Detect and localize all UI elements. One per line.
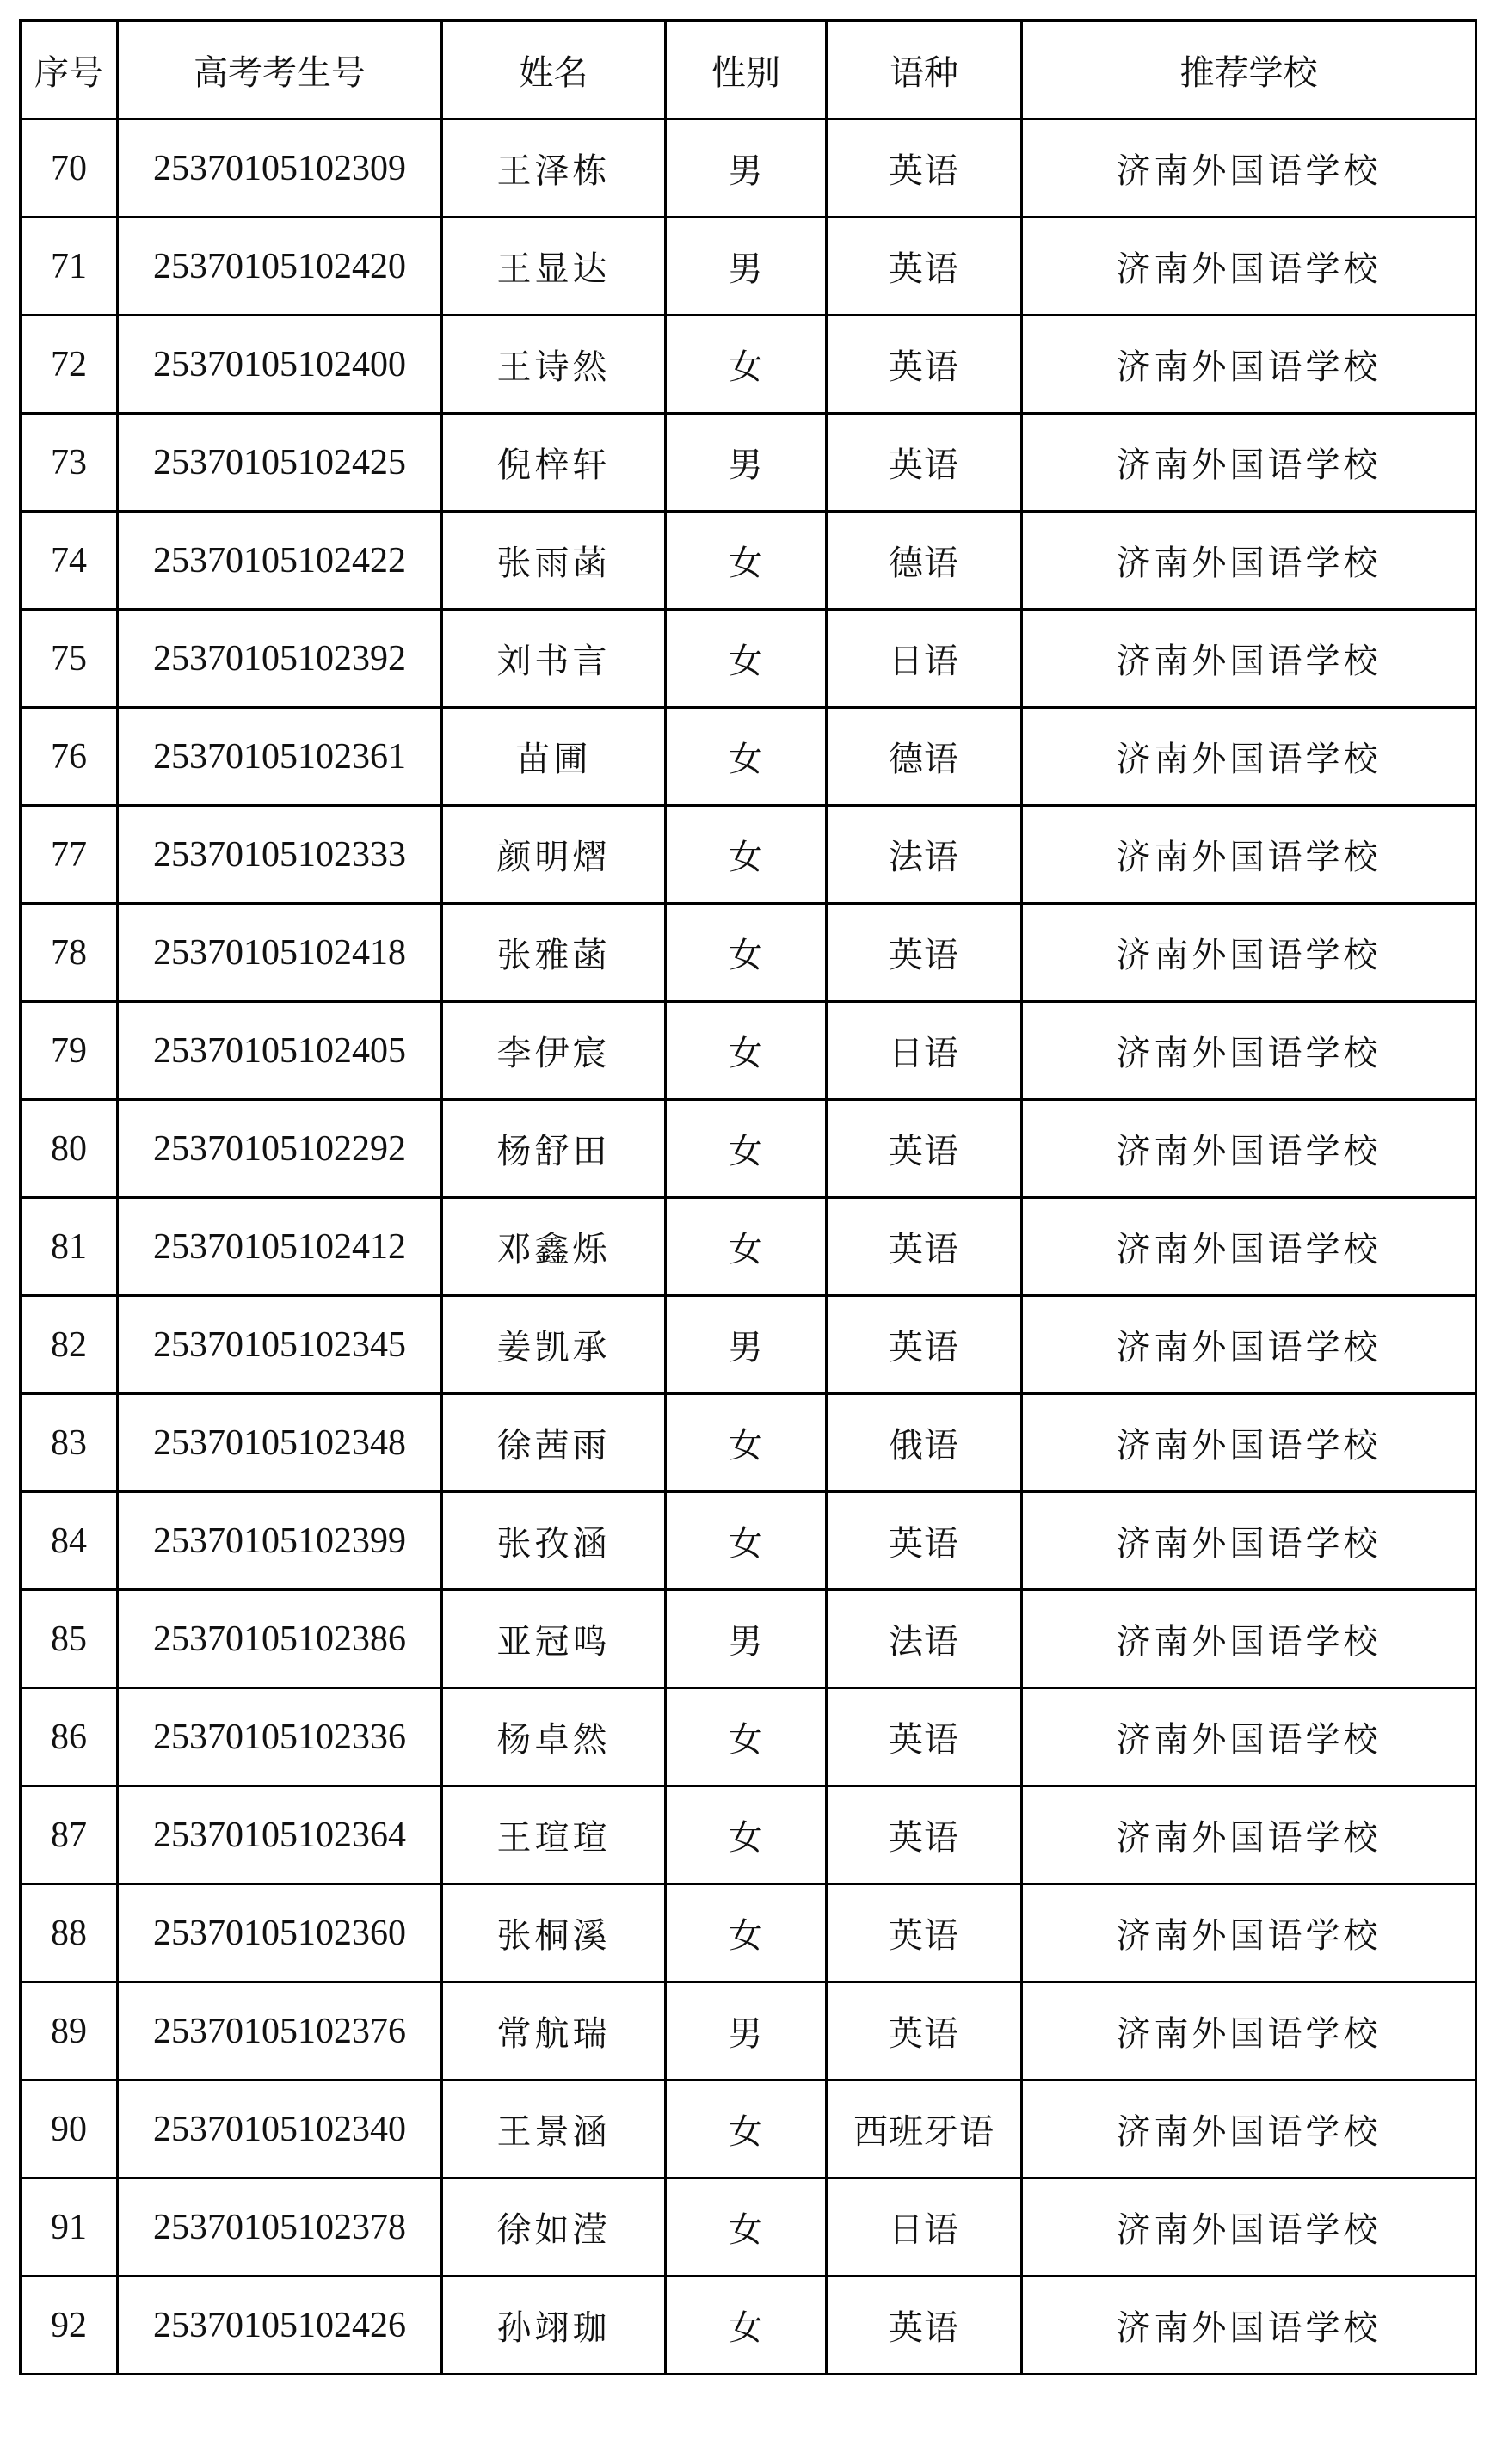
header-row [21, 21, 1476, 120]
cell-language: 英语 [827, 1198, 1022, 1296]
cell-name: 杨舒田 [442, 1100, 666, 1198]
table-row [21, 708, 1476, 806]
cell-name: 颜明熠 [442, 806, 666, 904]
cell-name: 张桐溪 [442, 1884, 666, 1982]
table-row [21, 904, 1476, 1002]
roster-sheet [19, 19, 1475, 2375]
table-row [21, 218, 1476, 316]
cell-seq: 83 [21, 1394, 118, 1492]
cell-exam-id: 25370105102426 [118, 2277, 442, 2375]
table-row [21, 1296, 1476, 1394]
cell-seq: 76 [21, 708, 118, 806]
cell-school: 济南外国语学校 [1022, 512, 1476, 610]
cell-name: 常航瑞 [442, 1982, 666, 2080]
cell-school: 济南外国语学校 [1022, 610, 1476, 708]
cell-school: 济南外国语学校 [1022, 904, 1476, 1002]
cell-name: 徐茜雨 [442, 1394, 666, 1492]
table-row [21, 1492, 1476, 1590]
table-row [21, 1982, 1476, 2080]
cell-gender: 女 [666, 316, 827, 414]
cell-exam-id: 25370105102400 [118, 316, 442, 414]
cell-language: 英语 [827, 218, 1022, 316]
cell-seq: 80 [21, 1100, 118, 1198]
cell-school: 济南外国语学校 [1022, 1786, 1476, 1884]
cell-seq: 84 [21, 1492, 118, 1590]
cell-language: 英语 [827, 1688, 1022, 1786]
cell-exam-id: 25370105102361 [118, 708, 442, 806]
cell-name: 张雨菡 [442, 512, 666, 610]
cell-exam-id: 25370105102420 [118, 218, 442, 316]
cell-gender: 女 [666, 1002, 827, 1100]
cell-exam-id: 25370105102399 [118, 1492, 442, 1590]
cell-language: 法语 [827, 1590, 1022, 1688]
cell-gender: 男 [666, 120, 827, 218]
cell-school: 济南外国语学校 [1022, 2080, 1476, 2178]
cell-language: 英语 [827, 120, 1022, 218]
header-language: 语种 [827, 21, 1022, 120]
cell-gender: 男 [666, 218, 827, 316]
table-body [21, 120, 1476, 2375]
cell-name: 张孜涵 [442, 1492, 666, 1590]
cell-language: 俄语 [827, 1394, 1022, 1492]
header-seq: 序号 [21, 21, 118, 120]
cell-gender: 女 [666, 806, 827, 904]
cell-language: 英语 [827, 2277, 1022, 2375]
cell-school: 济南外国语学校 [1022, 316, 1476, 414]
cell-school: 济南外国语学校 [1022, 1884, 1476, 1982]
table-row [21, 1590, 1476, 1688]
cell-seq: 81 [21, 1198, 118, 1296]
cell-seq: 70 [21, 120, 118, 218]
cell-gender: 女 [666, 708, 827, 806]
cell-name: 亚冠鸣 [442, 1590, 666, 1688]
table-row [21, 1688, 1476, 1786]
cell-seq: 87 [21, 1786, 118, 1884]
cell-language: 英语 [827, 1296, 1022, 1394]
cell-school: 济南外国语学校 [1022, 2277, 1476, 2375]
cell-name: 姜凯承 [442, 1296, 666, 1394]
cell-seq: 90 [21, 2080, 118, 2178]
cell-language: 英语 [827, 1884, 1022, 1982]
recommendation-table [19, 19, 1477, 2375]
cell-name: 王泽栋 [442, 120, 666, 218]
cell-gender: 女 [666, 1884, 827, 1982]
cell-seq: 72 [21, 316, 118, 414]
cell-gender: 男 [666, 1296, 827, 1394]
table-header [21, 21, 1476, 120]
cell-name: 孙翊珈 [442, 2277, 666, 2375]
cell-exam-id: 25370105102378 [118, 2178, 442, 2277]
cell-gender: 女 [666, 2277, 827, 2375]
table-row [21, 316, 1476, 414]
cell-language: 德语 [827, 512, 1022, 610]
cell-exam-id: 25370105102425 [118, 414, 442, 512]
cell-school: 济南外国语学校 [1022, 1492, 1476, 1590]
cell-language: 日语 [827, 610, 1022, 708]
table-row [21, 414, 1476, 512]
cell-school: 济南外国语学校 [1022, 2178, 1476, 2277]
cell-gender: 男 [666, 1982, 827, 2080]
cell-seq: 78 [21, 904, 118, 1002]
cell-gender: 男 [666, 414, 827, 512]
cell-exam-id: 25370105102392 [118, 610, 442, 708]
table-row [21, 1394, 1476, 1492]
cell-exam-id: 25370105102348 [118, 1394, 442, 1492]
cell-language: 西班牙语 [827, 2080, 1022, 2178]
cell-name: 徐如滢 [442, 2178, 666, 2277]
cell-exam-id: 25370105102364 [118, 1786, 442, 1884]
cell-name: 王瑄瑄 [442, 1786, 666, 1884]
cell-gender: 女 [666, 1100, 827, 1198]
cell-school: 济南外国语学校 [1022, 1002, 1476, 1100]
cell-gender: 女 [666, 904, 827, 1002]
table-row [21, 1002, 1476, 1100]
cell-gender: 女 [666, 1492, 827, 1590]
cell-seq: 74 [21, 512, 118, 610]
table-row [21, 610, 1476, 708]
cell-name: 王诗然 [442, 316, 666, 414]
table-row [21, 1884, 1476, 1982]
cell-school: 济南外国语学校 [1022, 1100, 1476, 1198]
cell-exam-id: 25370105102360 [118, 1884, 442, 1982]
cell-language: 英语 [827, 414, 1022, 512]
cell-seq: 77 [21, 806, 118, 904]
cell-school: 济南外国语学校 [1022, 218, 1476, 316]
cell-school: 济南外国语学校 [1022, 1590, 1476, 1688]
header-name: 姓名 [442, 21, 666, 120]
cell-exam-id: 25370105102422 [118, 512, 442, 610]
cell-name: 李伊宸 [442, 1002, 666, 1100]
cell-exam-id: 25370105102345 [118, 1296, 442, 1394]
cell-school: 济南外国语学校 [1022, 1394, 1476, 1492]
cell-language: 日语 [827, 1002, 1022, 1100]
cell-language: 英语 [827, 1492, 1022, 1590]
cell-language: 英语 [827, 1100, 1022, 1198]
cell-exam-id: 25370105102412 [118, 1198, 442, 1296]
cell-exam-id: 25370105102336 [118, 1688, 442, 1786]
cell-name: 苗圃 [442, 708, 666, 806]
table-row [21, 806, 1476, 904]
cell-school: 济南外国语学校 [1022, 1688, 1476, 1786]
cell-gender: 女 [666, 1786, 827, 1884]
table-row [21, 512, 1476, 610]
cell-school: 济南外国语学校 [1022, 806, 1476, 904]
cell-language: 英语 [827, 904, 1022, 1002]
cell-name: 张雅菡 [442, 904, 666, 1002]
cell-gender: 女 [666, 1198, 827, 1296]
cell-name: 王景涵 [442, 2080, 666, 2178]
cell-exam-id: 25370105102405 [118, 1002, 442, 1100]
table-row [21, 1198, 1476, 1296]
header-school: 推荐学校 [1022, 21, 1476, 120]
cell-name: 杨卓然 [442, 1688, 666, 1786]
cell-seq: 91 [21, 2178, 118, 2277]
cell-seq: 75 [21, 610, 118, 708]
cell-gender: 女 [666, 1394, 827, 1492]
cell-gender: 女 [666, 2080, 827, 2178]
cell-name: 倪梓轩 [442, 414, 666, 512]
cell-gender: 男 [666, 1590, 827, 1688]
cell-school: 济南外国语学校 [1022, 1198, 1476, 1296]
header-gender: 性别 [666, 21, 827, 120]
cell-gender: 女 [666, 2178, 827, 2277]
cell-name: 王显达 [442, 218, 666, 316]
cell-language: 德语 [827, 708, 1022, 806]
cell-exam-id: 25370105102340 [118, 2080, 442, 2178]
cell-school: 济南外国语学校 [1022, 1982, 1476, 2080]
cell-seq: 86 [21, 1688, 118, 1786]
cell-seq: 89 [21, 1982, 118, 2080]
cell-language: 英语 [827, 1786, 1022, 1884]
cell-name: 刘书言 [442, 610, 666, 708]
table-row [21, 120, 1476, 218]
header-exam-id: 高考考生号 [118, 21, 442, 120]
cell-school: 济南外国语学校 [1022, 1296, 1476, 1394]
cell-exam-id: 25370105102376 [118, 1982, 442, 2080]
cell-seq: 73 [21, 414, 118, 512]
cell-name: 邓鑫烁 [442, 1198, 666, 1296]
cell-seq: 88 [21, 1884, 118, 1982]
cell-seq: 71 [21, 218, 118, 316]
cell-seq: 79 [21, 1002, 118, 1100]
cell-school: 济南外国语学校 [1022, 708, 1476, 806]
table-row [21, 2277, 1476, 2375]
cell-school: 济南外国语学校 [1022, 120, 1476, 218]
cell-language: 日语 [827, 2178, 1022, 2277]
cell-exam-id: 25370105102386 [118, 1590, 442, 1688]
cell-seq: 85 [21, 1590, 118, 1688]
table-row [21, 2080, 1476, 2178]
cell-language: 英语 [827, 1982, 1022, 2080]
cell-school: 济南外国语学校 [1022, 414, 1476, 512]
cell-exam-id: 25370105102309 [118, 120, 442, 218]
cell-seq: 82 [21, 1296, 118, 1394]
cell-language: 英语 [827, 316, 1022, 414]
cell-exam-id: 25370105102418 [118, 904, 442, 1002]
table-row [21, 2178, 1476, 2277]
cell-language: 法语 [827, 806, 1022, 904]
table-row [21, 1786, 1476, 1884]
cell-exam-id: 25370105102333 [118, 806, 442, 904]
cell-gender: 女 [666, 512, 827, 610]
cell-gender: 女 [666, 610, 827, 708]
cell-gender: 女 [666, 1688, 827, 1786]
cell-exam-id: 25370105102292 [118, 1100, 442, 1198]
cell-seq: 92 [21, 2277, 118, 2375]
table-row [21, 1100, 1476, 1198]
